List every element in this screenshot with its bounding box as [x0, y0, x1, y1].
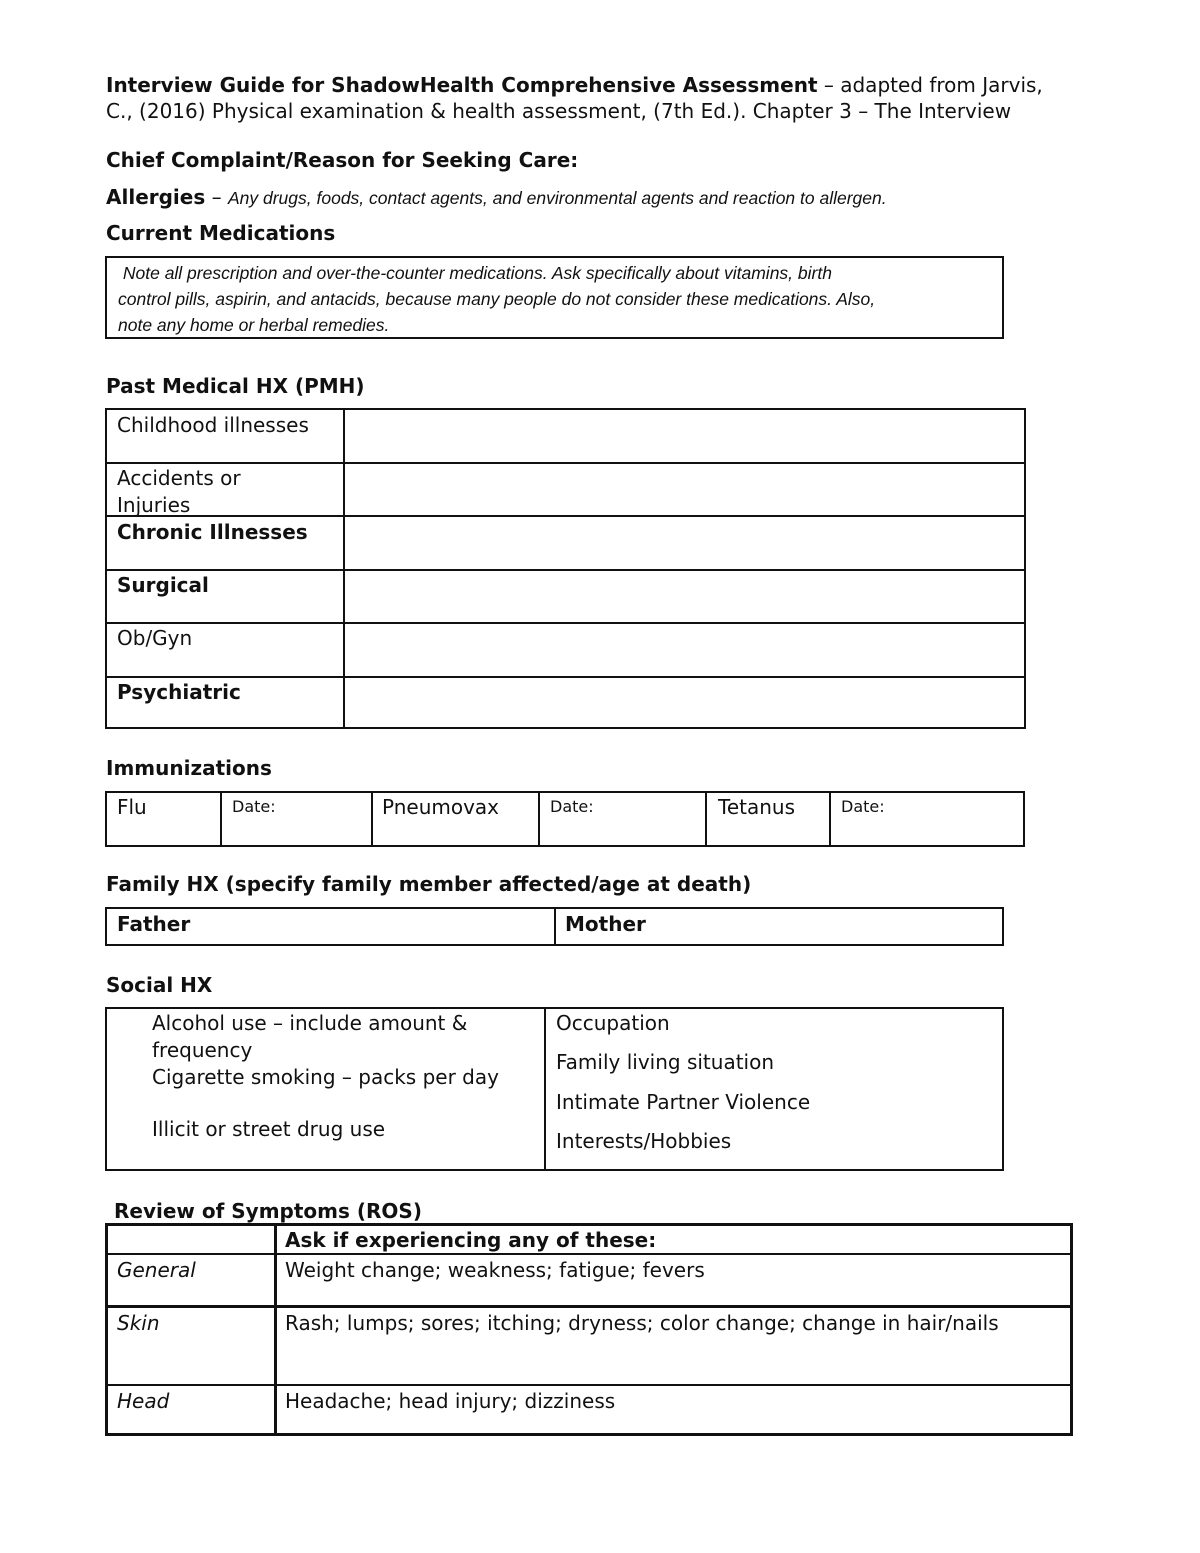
- pmh-table: [105, 408, 1026, 729]
- social-occupation: Occupation: [556, 1011, 670, 1035]
- imm-pneumovax: Pneumovax: [382, 795, 500, 819]
- medications-note-1: Note all prescription and over-the-counter medications. Ask specifically about vitamins, birth: [118, 263, 832, 283]
- social-alcohol-cont: frequency: [152, 1038, 253, 1062]
- title-bold: Interview Guide for ShadowHealth Comprehensive Assessment: [106, 73, 818, 97]
- pmh-row-value[interactable]: [345, 571, 1025, 622]
- medications-note-3: note any home or herbal remedies.: [118, 315, 390, 335]
- imm-divider: [371, 793, 373, 845]
- immunizations-label: Immunizations: [106, 756, 272, 780]
- pmh-row-obgyn-label: Ob/Gyn: [117, 626, 193, 650]
- title-citation: – adapted from Jarvis,: [817, 73, 1043, 97]
- imm-divider: [220, 793, 222, 845]
- family-divider: [554, 909, 556, 944]
- social-label: Social HX: [106, 973, 213, 997]
- ros-row-general-system: General: [117, 1258, 196, 1282]
- imm-divider: [829, 793, 831, 845]
- medications-box[interactable]: [105, 256, 1004, 339]
- medications-label: Current Medications: [106, 221, 336, 245]
- ros-row-head-system: Head: [117, 1389, 170, 1413]
- social-drugs: Illicit or street drug use: [152, 1117, 386, 1141]
- imm-divider: [538, 793, 540, 845]
- family-mother[interactable]: Mother: [565, 912, 646, 936]
- ros-table: [105, 1223, 1073, 1436]
- ros-label: Review of Symptoms (ROS): [114, 1199, 422, 1223]
- page-title: [106, 72, 1146, 99]
- ros-row-general-symptoms: Weight change; weakness; fatigue; fevers: [285, 1258, 705, 1282]
- medications-note-2: control pills, aspirin, and antacids, because many people do not consider these medications. Also,: [118, 289, 876, 309]
- pmh-row-value[interactable]: [345, 410, 1025, 462]
- pmh-row-psychiatric-label: Psychiatric: [117, 680, 241, 704]
- ros-divider: [274, 1226, 277, 1433]
- pmh-row-value[interactable]: [345, 464, 1025, 515]
- ros-header: Ask if experiencing any of these:: [285, 1228, 657, 1252]
- pmh-row-chronic-label: Chronic Illnesses: [117, 520, 308, 544]
- allergies-note: Any drugs, foods, contact agents, and environmental agents and reaction to allergen.: [227, 188, 887, 208]
- family-label: Family HX (specify family member affected/age at death): [106, 872, 752, 896]
- ros-row-line: [108, 1305, 1070, 1308]
- title-line-2: C., (2016) Physical examination & health assessment, (7th Ed.). Chapter 3 – The Interview: [106, 99, 1012, 123]
- family-father[interactable]: Father: [117, 912, 191, 936]
- ros-row-skin-system: Skin: [117, 1311, 160, 1335]
- allergies-label: Allergies: [106, 185, 206, 209]
- pmh-row-childhood-label: Childhood illnesses: [117, 413, 309, 437]
- imm-tetanus-date[interactable]: Date:: [841, 797, 885, 816]
- pmh-row-surgical-label: Surgical: [117, 573, 209, 597]
- social-smoking: Cigarette smoking – packs per day: [152, 1065, 499, 1089]
- pmh-row-accidents-label: Accidents or Injuries: [117, 466, 241, 517]
- imm-flu-date[interactable]: Date:: [232, 797, 276, 816]
- social-ipv: Intimate Partner Violence: [556, 1090, 811, 1114]
- social-table: [105, 1007, 1004, 1171]
- ros-row-skin-symptoms: Rash; lumps; sores; itching; dryness; color change; change in hair/nails: [285, 1311, 999, 1335]
- pmh-label: Past Medical HX (PMH): [106, 374, 365, 398]
- social-alcohol: Alcohol use – include amount &: [152, 1011, 468, 1035]
- pmh-row-value[interactable]: [345, 624, 1025, 676]
- social-hobbies: Interests/Hobbies: [556, 1129, 732, 1153]
- allergies-line: [106, 184, 887, 211]
- social-family-living: Family living situation: [556, 1050, 775, 1074]
- family-table: [105, 907, 1004, 946]
- chief-complaint-label: Chief Complaint/Reason for Seeking Care:: [106, 148, 579, 172]
- imm-pneumovax-date[interactable]: Date:: [550, 797, 594, 816]
- ros-row-head-symptoms: Headache; head injury; dizziness: [285, 1389, 616, 1413]
- allergies-dash: –: [205, 185, 228, 209]
- immunizations-table: [105, 791, 1025, 847]
- social-divider: [544, 1009, 546, 1169]
- imm-divider: [705, 793, 707, 845]
- imm-flu: Flu: [117, 795, 147, 819]
- pmh-row-value[interactable]: [345, 517, 1025, 569]
- imm-tetanus: Tetanus: [718, 795, 795, 819]
- pmh-row-value[interactable]: [345, 678, 1025, 728]
- ros-row-line: [108, 1384, 1070, 1386]
